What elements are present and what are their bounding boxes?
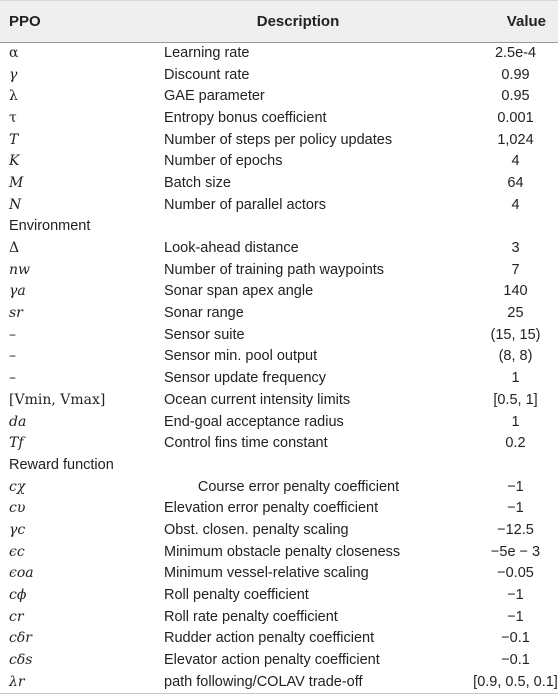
- parameter-description: Sonar range: [164, 305, 244, 322]
- table-row: [0, 411, 558, 433]
- table-row: [0, 650, 558, 672]
- table-row: [0, 541, 558, 563]
- parameter-symbol: ϵoa: [9, 565, 34, 582]
- parameter-symbol: Δ: [9, 240, 20, 257]
- parameter-description: Sonar span apex angle: [164, 283, 314, 300]
- parameter-description: Rudder action penalty coefficient: [164, 630, 375, 647]
- table-row: [0, 346, 558, 368]
- parameter-value: 64: [507, 174, 524, 191]
- table-row: [0, 303, 558, 325]
- table-row: [0, 433, 558, 455]
- section-row: [0, 455, 558, 477]
- table-row: [0, 585, 558, 607]
- parameter-symbol: α: [9, 45, 19, 62]
- table-row: [0, 129, 558, 151]
- parameter-description: Sensor min. pool output: [164, 348, 318, 365]
- parameter-description: Look-ahead distance: [164, 240, 299, 257]
- table-row: [0, 520, 558, 542]
- parameter-value: −1: [507, 587, 524, 604]
- parameter-description: Entropy bonus coefficient: [164, 109, 327, 126]
- parameter-description: Elevator action penalty coefficient: [164, 652, 380, 669]
- parameter-value: 0.99: [501, 66, 530, 83]
- table-row: [0, 108, 558, 130]
- parameter-value: (15, 15): [490, 326, 541, 343]
- parameter-symbol: γc: [9, 521, 26, 538]
- parameter-description: Number of steps per policy updates: [164, 131, 393, 148]
- parameter-symbol: γ: [9, 66, 18, 83]
- parameter-symbol: cϕ: [9, 587, 27, 604]
- table-row: [0, 43, 558, 65]
- parameter-symbol: da: [9, 413, 27, 430]
- table-row: [0, 476, 558, 498]
- parameter-symbol: sr: [9, 305, 23, 322]
- parameter-value: −1: [507, 478, 524, 495]
- parameter-symbol: γa: [9, 283, 26, 300]
- parameter-value: 4: [511, 153, 520, 170]
- parameter-description: Number of parallel actors: [164, 196, 326, 213]
- table-row: [0, 259, 558, 281]
- table-row: [0, 671, 558, 693]
- parameter-symbol: –: [9, 348, 16, 365]
- parameter-description: Sensor update frequency: [164, 370, 327, 387]
- parameter-value: −0.1: [501, 630, 530, 647]
- parameter-value: [0.9, 0.5, 0.1]: [433, 671, 558, 693]
- parameter-description: Sensor suite: [164, 326, 245, 343]
- parameter-symbol: cχ: [9, 478, 26, 495]
- parameter-description: Control fins time constant: [164, 435, 328, 452]
- parameter-value: 1: [511, 370, 520, 387]
- parameter-symbol: cδs: [9, 652, 33, 669]
- parameter-value: −0.1: [501, 652, 530, 669]
- parameter-description: Number of training path waypoints: [164, 261, 385, 278]
- header-description: Description: [163, 1, 433, 43]
- table-row: [0, 64, 558, 86]
- table-row: [0, 173, 558, 195]
- parameter-symbol: Tf: [9, 435, 24, 452]
- parameter-description: Minimum vessel-relative scaling: [164, 565, 369, 582]
- parameter-description: Minimum obstacle penalty closeness: [164, 543, 401, 560]
- parameter-description: Elevation error penalty coefficient: [164, 500, 379, 517]
- table-body: [0, 43, 558, 694]
- table-row: [0, 498, 558, 520]
- parameter-value: (8, 8): [498, 348, 533, 365]
- header-ppo: PPO: [0, 1, 163, 43]
- parameter-value: 4: [511, 196, 520, 213]
- parameter-value: −0.05: [497, 565, 534, 582]
- parameter-value: 7: [511, 261, 520, 278]
- parameter-value: 0.001: [497, 109, 534, 126]
- parameter-symbol: cδr: [9, 630, 32, 647]
- parameter-description: Discount rate: [164, 66, 250, 83]
- section-row: [0, 216, 558, 238]
- section-label: Reward function: [9, 456, 114, 473]
- parameter-symbol: M: [9, 174, 24, 191]
- parameter-description: End-goal acceptance radius: [164, 413, 344, 430]
- table-row: [0, 194, 558, 216]
- table-row: [0, 281, 558, 303]
- parameter-description: Learning rate: [164, 45, 250, 62]
- parameter-value: 0.95: [501, 88, 530, 105]
- table-row: [0, 368, 558, 390]
- parameter-value: [0.5, 1]: [493, 391, 538, 408]
- parameter-value: 1: [511, 413, 520, 430]
- table-row: [0, 390, 558, 412]
- parameter-description: Batch size: [164, 174, 231, 191]
- table-row: [0, 563, 558, 585]
- parameter-value: −1: [507, 608, 524, 625]
- parameter-description: Roll rate penalty coefficient: [164, 608, 338, 625]
- parameter-symbol: cr: [9, 608, 24, 625]
- parameter-symbol: λ: [9, 88, 18, 105]
- parameter-value: 3: [511, 240, 520, 257]
- table-row: [0, 628, 558, 650]
- parameter-description: Roll penalty coefficient: [164, 587, 309, 604]
- parameter-symbol: N: [9, 196, 22, 213]
- table-row: [0, 86, 558, 108]
- parameter-value: −1: [507, 500, 524, 517]
- parameter-symbol: nw: [9, 261, 30, 278]
- parameter-symbol: ϵc: [9, 543, 25, 560]
- section-label: Environment: [9, 218, 91, 235]
- table-row: [0, 606, 558, 628]
- parameter-symbol: T: [9, 131, 19, 148]
- parameter-description: Course error penalty coefficient: [197, 478, 400, 495]
- parameter-description: Obst. closen. penalty scaling: [164, 521, 349, 538]
- parameter-symbol: –: [9, 370, 16, 387]
- parameter-symbol: τ: [9, 109, 17, 126]
- parameter-description: path following/COLAV trade-off: [163, 671, 433, 693]
- table-row: [0, 151, 558, 173]
- table-row: [0, 324, 558, 346]
- parameter-description: GAE parameter: [164, 88, 265, 105]
- parameter-value: 0.2: [505, 435, 526, 452]
- parameter-value: 2.5e-4: [494, 45, 537, 62]
- parameter-value: 140: [503, 283, 528, 300]
- header-value: Value: [433, 1, 558, 43]
- parameter-symbol: λr: [0, 671, 163, 693]
- parameter-description: Number of epochs: [164, 153, 283, 170]
- parameter-symbol: [Vmin, Vmax]: [9, 391, 106, 408]
- table-header-row: [0, 1, 558, 43]
- parameter-symbol: –: [9, 326, 16, 343]
- parameter-value: −5e − 3: [490, 543, 541, 560]
- parameter-symbol: K: [9, 153, 20, 170]
- parameter-description: Ocean current intensity limits: [164, 391, 351, 408]
- table-row: [0, 238, 558, 260]
- parameter-symbol: cυ: [9, 500, 26, 517]
- parameter-value: −12.5: [497, 521, 534, 538]
- parameter-value: 1,024: [497, 131, 534, 148]
- parameter-value: 25: [507, 305, 524, 322]
